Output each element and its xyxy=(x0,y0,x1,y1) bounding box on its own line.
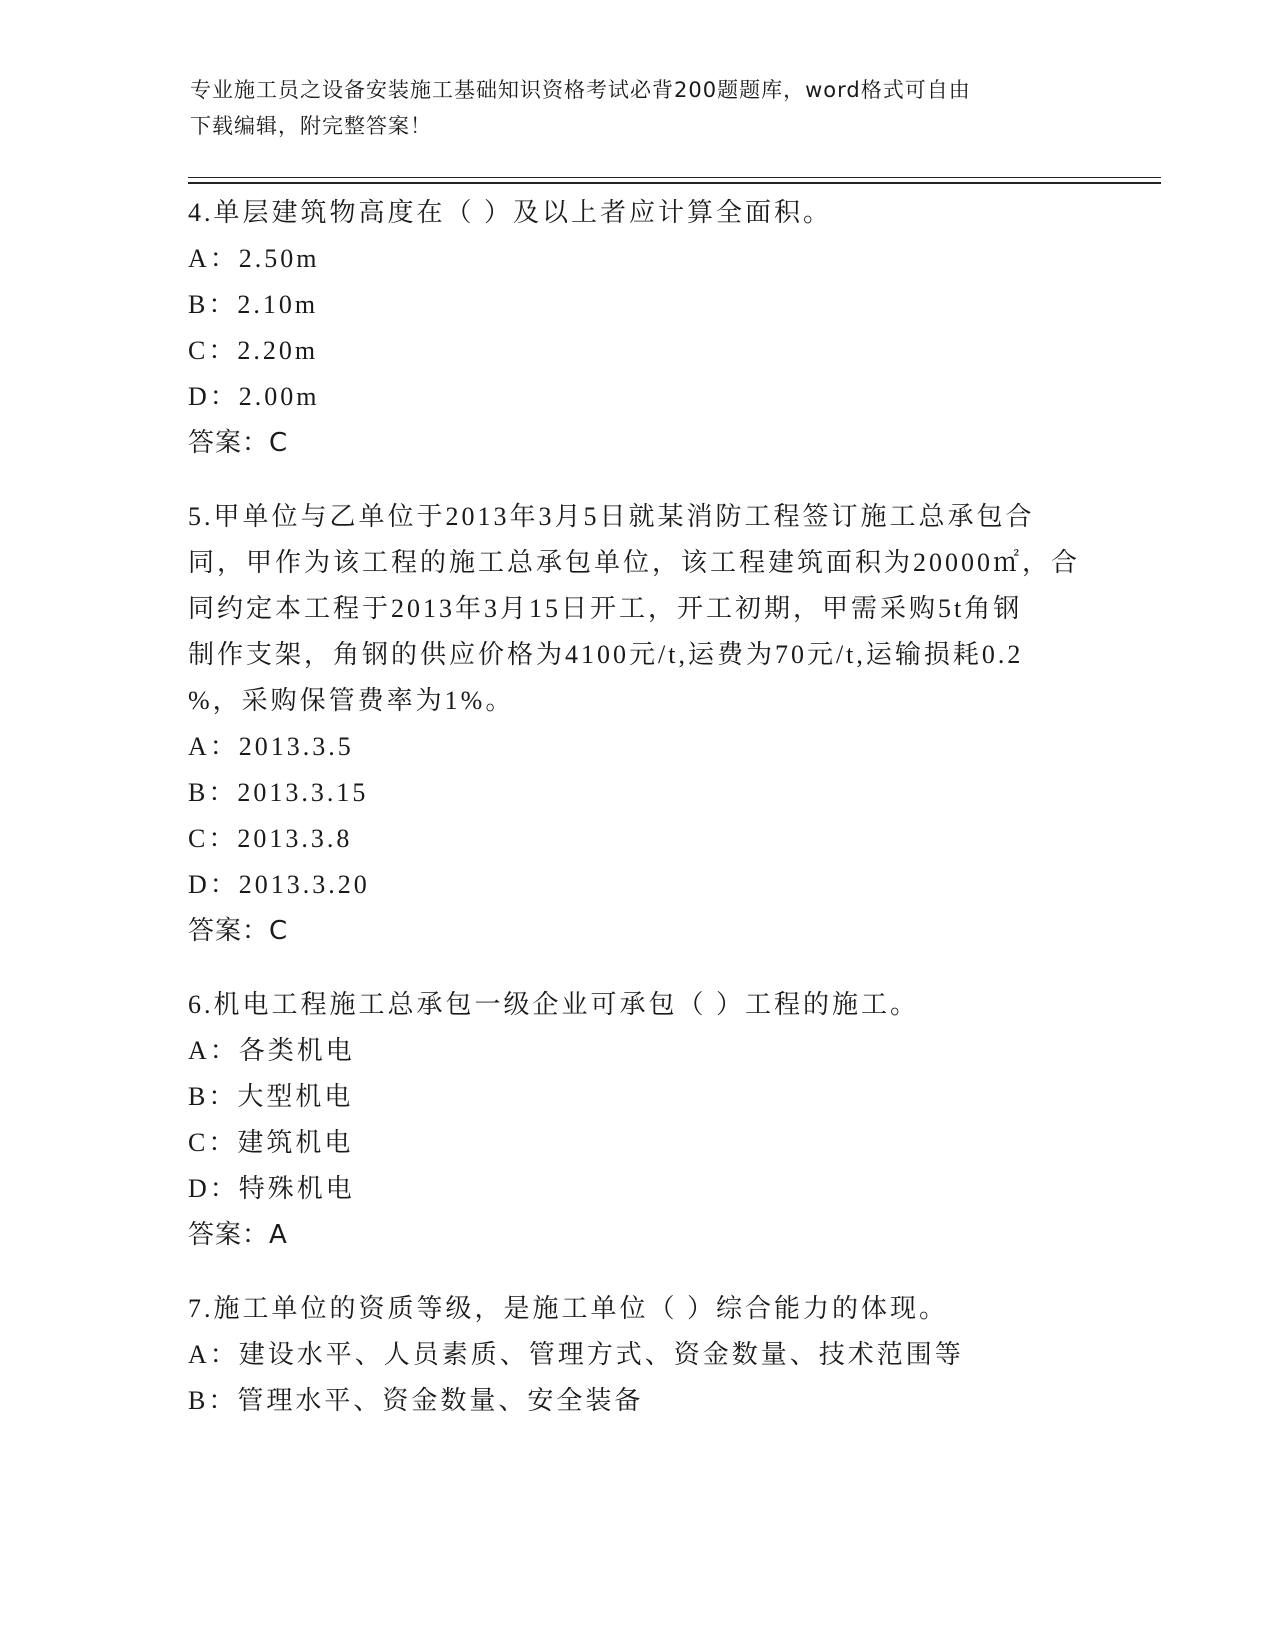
question-block xyxy=(188,190,1088,466)
answer-option: D：2013.3.20 xyxy=(188,870,370,899)
question-stem-line: 4.单层建筑物高度在（ ）及以上者应计算全面积。 xyxy=(188,198,833,227)
question-stem-line: 7.施工单位的资质等级，是施工单位（ ）综合能力的体现。 xyxy=(188,1294,949,1323)
answer-option: C：2.20m xyxy=(188,336,319,365)
correct-answer: 答案：C xyxy=(188,916,289,946)
question-stem-line: 同约定本工程于2013年3月15日开工，开工初期，甲需采购5t角钢 xyxy=(188,594,1023,623)
question-list xyxy=(188,190,1088,1452)
answer-option: A：2.50m xyxy=(188,244,320,273)
answer-option: C：建筑机电 xyxy=(188,1128,354,1157)
question-block xyxy=(188,494,1088,954)
answer-option: B：管理水平、资金数量、安全装备 xyxy=(188,1386,644,1415)
header-title-line-2: 下载编辑，附完整答案！ xyxy=(190,114,432,138)
question-block xyxy=(188,982,1088,1258)
question-stem-line: 6.机电工程施工总承包一级企业可承包（ ）工程的施工。 xyxy=(188,990,920,1019)
question-stem-line: 同，甲作为该工程的施工总承包单位，该工程建筑面积为20000㎡，合 xyxy=(188,548,1081,577)
header-divider-thin xyxy=(188,177,1161,178)
document-header xyxy=(190,72,1090,144)
answer-option: C：2013.3.8 xyxy=(188,824,353,853)
answer-option: A：2013.3.5 xyxy=(188,732,354,761)
answer-option: A：建设水平、人员素质、管理方式、资金数量、技术范围等 xyxy=(188,1340,964,1369)
answer-option: B：大型机电 xyxy=(188,1082,354,1111)
question-stem-line: 制作支架，角钢的供应价格为4100元/t,运费为70元/t,运输损耗0.2 xyxy=(188,640,1024,669)
answer-option: B：2013.3.15 xyxy=(188,778,369,807)
question-stem-line: 5.甲单位与乙单位于2013年3月5日就某消防工程签订施工总承包合 xyxy=(188,502,1035,531)
header-divider-thick xyxy=(188,182,1161,184)
answer-option: A：各类机电 xyxy=(188,1036,355,1065)
header-title-line-1: 专业施工员之设备安装施工基础知识资格考试必背200题题库，word格式可自由 xyxy=(190,78,971,102)
answer-option: B：2.10m xyxy=(188,290,319,319)
question-block xyxy=(188,1286,1088,1424)
question-stem-line: %，采购保管费率为1%。 xyxy=(188,686,515,715)
correct-answer: 答案：A xyxy=(188,1220,288,1250)
answer-option: D：特殊机电 xyxy=(188,1174,355,1203)
correct-answer: 答案：C xyxy=(188,428,289,458)
answer-option: D：2.00m xyxy=(188,382,320,411)
